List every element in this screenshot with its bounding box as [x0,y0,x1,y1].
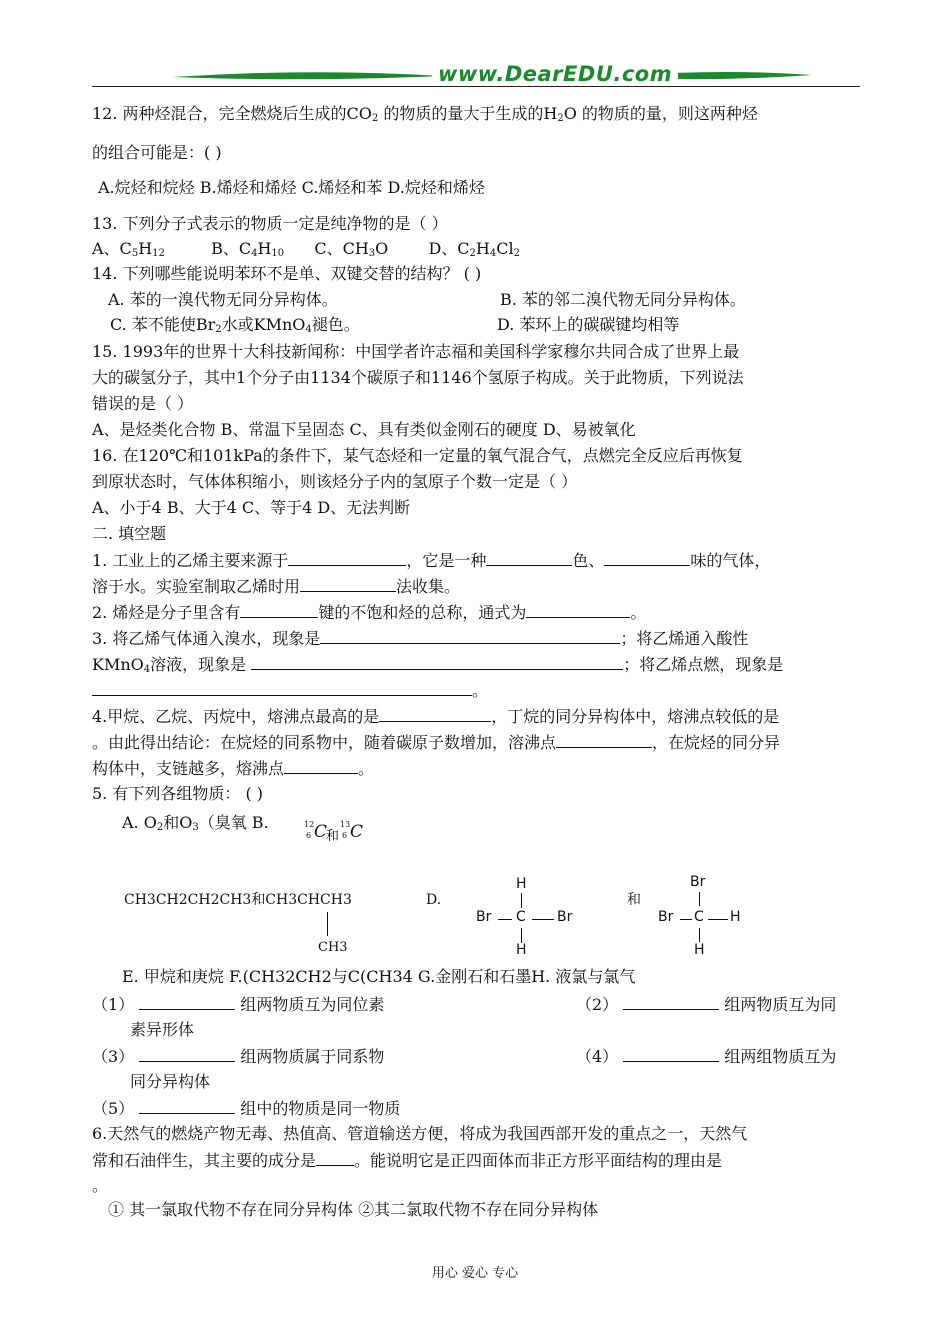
isotope-c12-c13: 12 6 C 和 [304,820,340,844]
answer-blank-3[interactable] [139,1045,235,1062]
f3-blank-kmno4[interactable] [251,653,623,670]
f5-answer-1: （1） 组两物质互为同位素 [92,995,385,1014]
f4-blank-trend[interactable] [556,731,652,748]
f2-blank-bond[interactable] [240,601,318,618]
f5-stem: 5. 有下列各组物质： ( ) [92,784,264,803]
f6-line1: 6.天然气的燃烧产物无毒、热值高、管道输送方便，将成为我国西部开发的重点之一，天然气 [92,1124,748,1143]
c-branch-ch3: CH3 [318,940,348,955]
f3-blank-bromine[interactable] [320,627,620,644]
f5-option-ab: A. $O_2$和$O_3$（臭氧 B. [122,813,269,833]
f5-option-d-label: D. [426,892,442,908]
page-footer: 用心 爱心 专心 [431,1266,519,1281]
q15-line2: 大的碳氢分子，其中1个分子由1134个碳原子和1146个氢原子构成。关于此物质，下列说法 [92,368,744,387]
f1-line1: 1. 工业上的乙烯主要来源于 ，它是一种 色、 味的气体， [92,551,771,570]
answer-blank-1[interactable] [139,993,235,1010]
q14-option-a: A. 苯的一溴代物无同分异构体。 [108,290,338,309]
f6-blank-component[interactable] [316,1149,354,1166]
f1-blank-source[interactable] [288,549,406,566]
f5-answer-2: （2） 组两物质互为同 [576,995,837,1014]
f6-line2: 常和石油伴生，其主要的成分是 。能说明它是正四面体而非正方形平面结构的理由是 [92,1151,723,1170]
q13-stem: 13. 下列分子式表示的物质一定是纯净物的是（ ） [92,214,448,233]
q15-line1: 15. 1993年的世界十大科技新闻称：中国学者许志福和美国科学家穆尔共同合成了世界上最 [92,342,740,361]
f4-blank-highest[interactable] [379,705,491,722]
f5-and: 和 [627,892,641,908]
structure-dibromomethane-1: H Br C Br H [476,876,573,958]
q12-options: A.烷烃和烷烃 B.烯烃和烯烃 C.烯烃和苯 D.烷烃和烯烃 [98,178,485,197]
q16-line2: 到原状态时，气体体积缩小，则该烃分子内的氢原子个数一定是（ ） [92,472,578,491]
f1-line2: 溶于水。实验室制取乙烯时用 法收集。 [92,577,461,596]
site-logo-text: www.DearEDU.com [432,62,678,86]
left-swoosh-icon [172,70,442,84]
section-title: 二. 填空题 [92,524,167,543]
q12-line2: 的组合可能是：( ) [92,143,222,162]
f5-options-efgh: E. 甲烷和庚烷 F.(CH32CH2与C(CH34 G.金刚石和石墨H. 液氯与氯气 [122,967,636,986]
f4-line3: 构体中，支链越多，熔沸点 。 [92,759,375,778]
f1-blank-smell[interactable] [604,549,690,566]
q14-stem: 14. 下列哪些能说明苯环不是单、双键交替的结构？ ( ) [92,264,482,283]
q12-line1: 12. 两种烃混合，完全燃烧后生成的$CO_2$ 的物质的量大于生成的$H_2O$ 的物质的量，则这两种烃 [92,104,758,124]
answer-blank-5[interactable] [139,1097,235,1114]
f5-answer-2-cont: 素异形体 [130,1020,195,1039]
q15-options: A、是烃类化合物 B、常温下呈固态 C、具有类似金刚石的硬度 D、易被氧化 [92,420,636,439]
header-rule [92,86,860,87]
q14-option-b: B. 苯的邻二溴代物无同分异构体。 [500,290,746,309]
c-branch-bond [327,912,328,936]
f3-line3: 。 [92,679,488,702]
f4-blank-branch[interactable] [284,757,358,774]
answer-blank-4[interactable] [623,1045,719,1062]
f4-line2: 。由此得出结论：在烷烃的同系物中，随着碳原子数增加，溶沸点 ，在烷烃的同分异 [92,733,781,752]
f5-answer-4-cont: 同分异构体 [130,1072,211,1091]
f1-blank-collect[interactable] [300,575,396,592]
f1-blank-color[interactable] [486,549,572,566]
q15-line3: 错误的是（ ） [92,394,194,413]
q14-option-d: D. 苯环上的碳碳键均相等 [497,315,680,334]
f5-answer-4: （4） 组两组物质互为 [576,1047,837,1066]
f6-line3: 。 [92,1176,109,1195]
f4-line1: 4.甲烷、乙烷、丙烷中，熔沸点最高的是 ，丁烷的同分异构体中，熔沸点较低的是 [92,707,780,726]
f3-line2: KMnO$_4$溶液，现象是 ；将乙烯点燃，现象是 [92,655,784,675]
f5-answer-5: （5） 组中的物质是同一物质 [92,1099,401,1118]
f2-line: 2. 烯烃是分子里含有 键的不饱和烃的总称，通式为 。 [92,603,647,622]
f5-option-c: CH3CH2CH2CH3和CH3CHCH3 [124,892,352,908]
page-header [92,62,860,92]
q13-options: A、$C_5H_{12}$ B、$C_4H_{10}$ C、$CH_3O$ D、$C_2H_4Cl_2$ [92,239,520,259]
isotope-c13: 13 6 C [340,820,364,842]
f5-answer-3: （3） 组两物质属于同系物 [92,1047,385,1066]
f3-blank-burn[interactable] [92,679,472,696]
q16-line1: 16. 在120℃和101kPa的条件下，某气态烃和一定量的氧气混合气，点燃完全反应后再恢复 [92,446,743,465]
q14-option-c: C. 苯不能使$Br_2$水或KMnO$_4$褪色。 [110,315,360,335]
answer-blank-2[interactable] [623,993,719,1010]
structure-dibromomethane-2: Br Br C H H [658,874,741,958]
f3-line1: 3. 将乙烯气体通入溴水，现象是 ；将乙烯通入酸性 [92,629,749,648]
q16-options: A、小于4 B、大于4 C、等于4 D、无法判断 [92,498,411,517]
f6-reasons: ① 其一氯取代物不存在同分异构体 ②其二氯取代物不存在同分异构体 [108,1200,599,1219]
f2-blank-formula[interactable] [526,601,630,618]
